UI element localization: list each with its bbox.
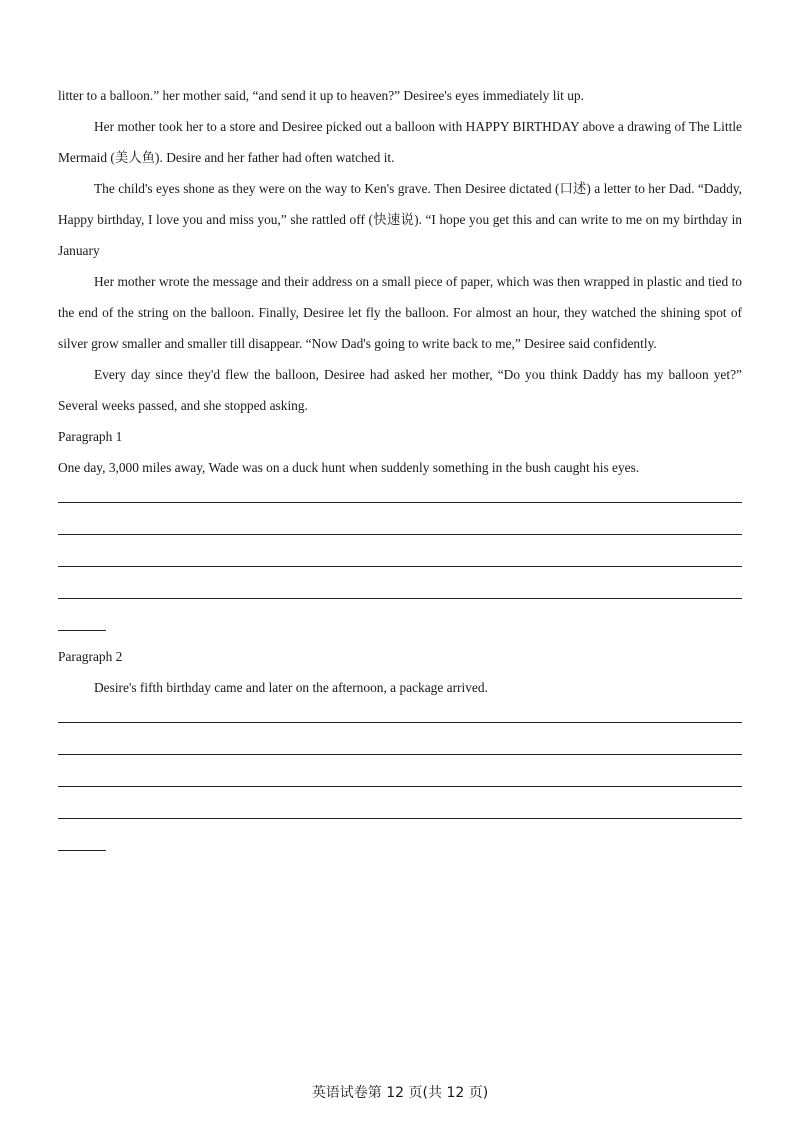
- passage-paragraph-3: Her mother wrote the message and their address on a small piece of paper, which was then wrapped in plastic and tied to the end of the string on the balloon. Finally, Desiree let fly the balloon. For almost an hour, they watched the shining spot of silver grow smaller and smaller till disappear. “Now Dad's going to write back to me,” Desiree said confidently.: [58, 274, 742, 351]
- answer-line: [58, 818, 742, 819]
- passage-paragraph-2: The child's eyes shone as they were on the way to Ken's grave. Then Desiree dictated (口述) a letter to her Dad. “Daddy, Happy birthday, I love you and miss you,” she rattled off (快速说). “I hope you get this and can write to me on my birthday in January: [58, 181, 742, 258]
- answer-line-short: [58, 630, 106, 631]
- answer-line: [58, 598, 742, 599]
- paragraph-2-writing-area[interactable]: [58, 722, 742, 851]
- paragraph-1-writing-area[interactable]: [58, 502, 742, 631]
- exam-page: [58, 80, 742, 851]
- passage-paragraph-4: Every day since they'd flew the balloon, Desiree had asked her mother, “Do you think Daddy has my balloon yet?” Several weeks passed, and she stopped asking.: [58, 367, 742, 413]
- paragraph-1-label: Paragraph 1: [58, 429, 123, 444]
- answer-line: [58, 786, 742, 787]
- answer-line: [58, 722, 742, 723]
- page-footer: 英语试卷第 12 页(共 12 页): [311, 1085, 489, 1101]
- answer-line-short: [58, 850, 106, 851]
- passage-paragraph-1: Her mother took her to a store and Desiree picked out a balloon with HAPPY BIRTHDAY above a drawing of The Little Mermaid (美人鱼). Desire and her father had often watched it.: [58, 119, 742, 165]
- answer-line: [58, 534, 742, 535]
- paragraph-1-prompt: One day, 3,000 miles away, Wade was on a duck hunt when suddenly something in the bush caught his eyes.: [58, 460, 640, 475]
- paragraph-2-prompt: Desire's fifth birthday came and later on the afternoon, a package arrived.: [94, 680, 488, 695]
- paragraph-2-label: Paragraph 2: [58, 649, 123, 664]
- answer-line: [58, 502, 742, 503]
- answer-line: [58, 754, 742, 755]
- answer-line: [58, 566, 742, 567]
- passage-paragraph-0: litter to a balloon.” her mother said, “and send it up to heaven?” Desiree's eyes immediately lit up.: [58, 88, 584, 103]
